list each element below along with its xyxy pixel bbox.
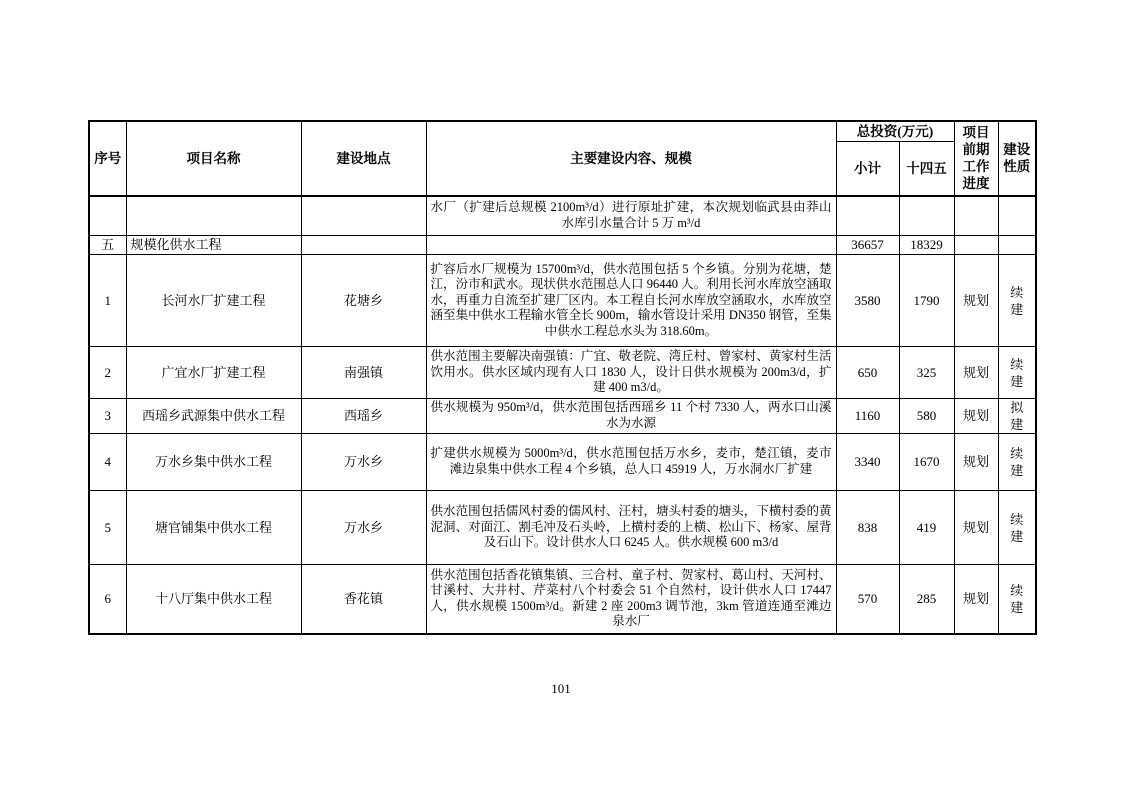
cell-145: 1670: [899, 434, 954, 491]
cell-no: 2: [89, 347, 126, 399]
table-header: [89, 121, 1036, 196]
cell-content: 扩建供水规模为 5000m³/d，供水范围包括万水乡，麦市，楚江镇，麦市滩边泉集中供水工程 4 个乡镇，总人口 45919 人，万水洞水厂扩建: [426, 434, 836, 491]
cell-145: 580: [899, 399, 954, 434]
header-145: 十四五: [899, 142, 954, 196]
cell-145: 419: [899, 491, 954, 565]
cell-location: 香花镇: [301, 565, 426, 634]
cell-project-name: 十八厅集中供水工程: [126, 565, 301, 634]
cell-project-name: 西瑶乡武源集中供水工程: [126, 399, 301, 434]
cell-nature: 续建: [998, 255, 1036, 347]
cell-progress: 规划: [954, 491, 998, 565]
cell-subtotal: 3340: [836, 434, 899, 491]
table-row: [89, 255, 1036, 347]
cell-content: 扩容后水厂规模为 15700m³/d，供水范围包括 5 个乡镇。分别为花塘，楚江，汾市和武水。现状供水范围总人口 96440 人。利用长河水库放空涵取水，再重力自流至扩建厂区内。本工程自长河水库放空涵取水，水库放空涵至集中供水工程输水管全长 900m，输水管设计采用 DN350 钢管，至集中供水工程总水头为 318.60m。: [426, 255, 836, 347]
cell-145: 325: [899, 347, 954, 399]
cell-subtotal: 838: [836, 491, 899, 565]
table-row: [89, 196, 1036, 236]
cell-145: 285: [899, 565, 954, 634]
cell-location: 万水乡: [301, 434, 426, 491]
cell-no: 4: [89, 434, 126, 491]
header-subtotal: 小计: [836, 142, 899, 196]
cell-145: 1790: [899, 255, 954, 347]
table-row: [89, 434, 1036, 491]
cell-nature: 续建: [998, 434, 1036, 491]
cell-no: 6: [89, 565, 126, 634]
cell-progress: 规划: [954, 434, 998, 491]
table-row: [89, 565, 1036, 634]
cell-location: 西瑶乡: [301, 399, 426, 434]
table-row: [89, 347, 1036, 399]
cell-content: 供水范围包括香花镇集镇、三合村、童子村、贺家村、葛山村、天河村、甘溪村、大井村、芹菜村八个村委会 51 个自然村，设计供水人口 17447 人，供水规模 1500m³/d。新建 2 座 200m3 调节池，3km 管道连通至滩边泉水厂: [426, 565, 836, 634]
cell-145: [899, 196, 954, 236]
table-body: [89, 196, 1036, 634]
cell-content: 水厂（扩建后总规模 2100m³/d）进行原址扩建，本次规划临武县由莽山水库引水量合计 5 万 m³/d: [426, 196, 836, 236]
header-no: 序号: [89, 121, 126, 196]
header-nature: 建设性质: [998, 121, 1036, 196]
cell-nature: 续建: [998, 565, 1036, 634]
cell-location: [301, 196, 426, 236]
table-row: [89, 236, 1036, 255]
cell-project-name: 长河水厂扩建工程: [126, 255, 301, 347]
cell-location: 万水乡: [301, 491, 426, 565]
cell-progress: 规划: [954, 255, 998, 347]
cell-subtotal: 1160: [836, 399, 899, 434]
cell-project-name: 万水乡集中供水工程: [126, 434, 301, 491]
cell-project-name: [126, 196, 301, 236]
cell-nature: [998, 236, 1036, 255]
cell-progress: 规划: [954, 565, 998, 634]
table-row: [89, 491, 1036, 565]
table-row: [89, 399, 1036, 434]
projects-table: [88, 120, 1037, 635]
cell-subtotal: [836, 196, 899, 236]
cell-subtotal: 36657: [836, 236, 899, 255]
cell-nature: 拟建: [998, 399, 1036, 434]
cell-no: 五: [89, 236, 126, 255]
page-number: 101: [551, 681, 571, 696]
cell-content: 供水范围主要解决南强镇：广宜、敬老院、湾丘村、曾家村、黄家村生活饮用水。供水区域内现有人口 1830 人，设计日供水规模为 200m3/d，扩建 400 m3/d。: [426, 347, 836, 399]
header-project-name: 项目名称: [126, 121, 301, 196]
cell-nature: [998, 196, 1036, 236]
cell-nature: 续建: [998, 491, 1036, 565]
cell-location: 花塘乡: [301, 255, 426, 347]
cell-subtotal: 3580: [836, 255, 899, 347]
cell-no: 5: [89, 491, 126, 565]
cell-no: 3: [89, 399, 126, 434]
header-content: 主要建设内容、规模: [426, 121, 836, 196]
cell-no: [89, 196, 126, 236]
cell-subtotal: 570: [836, 565, 899, 634]
cell-content: 供水规模为 950m³/d，供水范围包括西瑶乡 11 个村 7330 人，两水口山溪水为水源: [426, 399, 836, 434]
cell-progress: [954, 236, 998, 255]
header-progress: 项目前期工作进度: [954, 121, 998, 196]
cell-no: 1: [89, 255, 126, 347]
cell-location: 南强镇: [301, 347, 426, 399]
cell-project-name: 广宜水厂扩建工程: [126, 347, 301, 399]
header-investment: 总投资(万元): [836, 121, 954, 142]
cell-location: [301, 236, 426, 255]
cell-content: 供水范围包括儒风村委的儒风村、汪村，塘头村委的塘头，下横村委的黄泥洞、对面江、割毛冲及石头岭，上横村委的上横、松山下、杨家、屋背及石山下。设计供水人口 6245 人。供水规模 600 m3/d: [426, 491, 836, 565]
cell-project-name: 塘官铺集中供水工程: [126, 491, 301, 565]
cell-content: [426, 236, 836, 255]
header-location: 建设地点: [301, 121, 426, 196]
cell-subtotal: 650: [836, 347, 899, 399]
cell-progress: 规划: [954, 399, 998, 434]
cell-progress: [954, 196, 998, 236]
cell-project-name: 规模化供水工程: [126, 236, 301, 255]
cell-progress: 规划: [954, 347, 998, 399]
cell-145: 18329: [899, 236, 954, 255]
cell-nature: 续建: [998, 347, 1036, 399]
